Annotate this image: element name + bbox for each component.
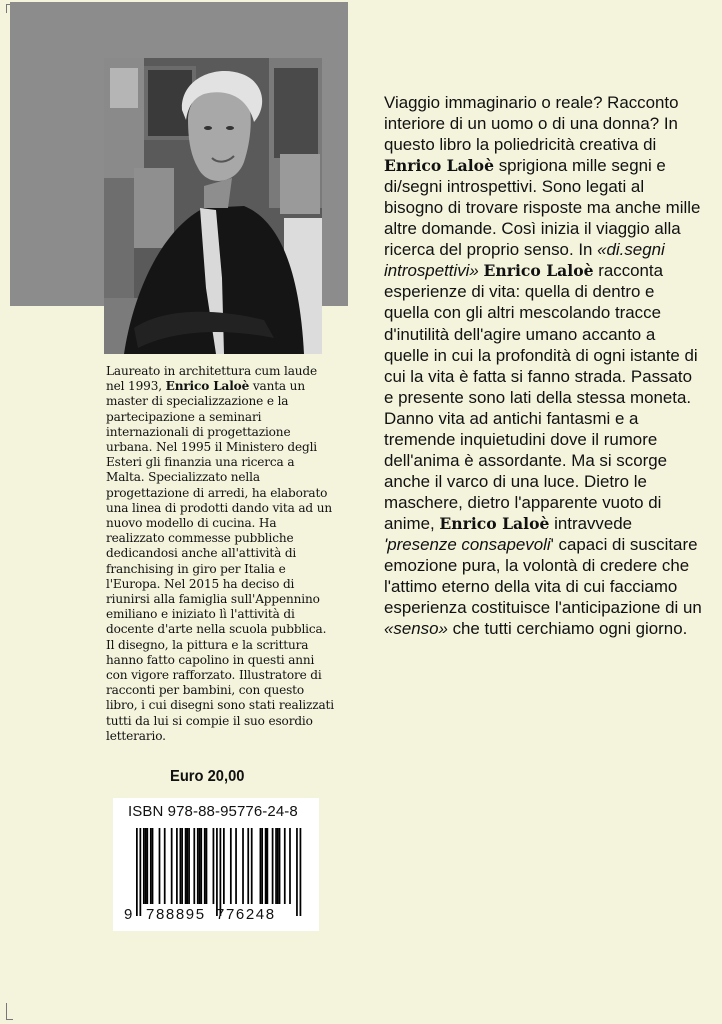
barcode-bar (181, 828, 183, 904)
barcode-digits-right: 776248 (216, 906, 276, 923)
barcode-bar (265, 828, 267, 904)
barcode-bar (277, 828, 279, 904)
barcode-bar (206, 828, 208, 904)
blurb-text-1: Viaggio immaginario o reale? Racconto interiore di un uomo o di una donna? In questo libro la poliedricità creativa di (384, 93, 679, 155)
barcode-bar (150, 828, 152, 904)
book-blurb (384, 92, 704, 639)
barcode-bar (216, 828, 218, 916)
blurb-author-name-2: Enrico Laloè (483, 261, 594, 281)
barcode-bar (213, 828, 215, 904)
barcode-bar (146, 828, 148, 904)
barcode-bar (279, 828, 281, 904)
barcode-bar (235, 828, 237, 904)
author-name: Enrico Laloè (165, 379, 250, 394)
barcode-bar (197, 828, 199, 904)
barcode-bar (185, 828, 187, 904)
barcode-bar (199, 828, 201, 904)
blurb-text-4: intravvede (549, 513, 633, 533)
barcode-bar (223, 828, 225, 904)
isbn-label: ISBN 978-88-95776-24-8 (128, 803, 298, 820)
barcode-bar (152, 828, 154, 904)
barcode-bar (171, 828, 173, 904)
blurb-senso: «senso» (384, 619, 448, 639)
barcode-digit-first: 9 (124, 906, 133, 923)
barcode-bar (267, 828, 269, 904)
barcode-bar (176, 828, 178, 904)
barcode-bar (139, 828, 141, 916)
barcode-digits-left: 788895 (146, 906, 206, 923)
barcode-bar (200, 828, 202, 904)
barcode-bar (220, 828, 222, 916)
bio-text-start: Laureato in architettura cum laude nel 1993, (106, 364, 317, 394)
barcode-bar (272, 828, 274, 904)
barcode-bar (143, 828, 145, 904)
blurb-quote: 'presenze consapevoli (384, 534, 551, 554)
barcode-bar (136, 828, 138, 916)
barcode-bar (186, 828, 188, 904)
barcode-bar (296, 828, 298, 916)
blurb-author-name-3: Enrico Laloè (439, 513, 550, 533)
barcode-bar (251, 828, 253, 904)
barcode-bar (247, 828, 249, 904)
book-title: «di.segni introspettivi» (384, 240, 665, 281)
barcode-bar (159, 828, 161, 904)
barcode-bar (242, 828, 244, 904)
barcode-bar (260, 828, 262, 904)
barcode-bar (180, 828, 182, 904)
barcode-bar (164, 828, 166, 904)
barcode-bar (275, 828, 277, 904)
barcode-bar (204, 828, 206, 904)
blurb-author-name-1: Enrico Laloè (384, 156, 495, 176)
author-photo (104, 58, 322, 354)
author-biography (106, 364, 336, 744)
blurb-text-5: ' capaci di suscitare emozione pura, la volontà di credere che l'attimo eterno della vita di cui facciamo esperienza costituisce l'anticipazione di un (384, 534, 702, 618)
barcode-bar (230, 828, 232, 904)
blurb-text-6: che tutti cerchiamo ogni giorno. (447, 619, 688, 639)
barcode (124, 828, 310, 918)
price-label: Euro 20,00 (170, 768, 245, 785)
bio-text-rest: vanta un master di specializzazione e la partecipazione a seminari internazionali di progettazione urbana. Nel 1995 il Ministero degli Esteri gli finanzia una ricerca a Malta. Specializzato nella progettazione di arredi, ha elaborato una linea di prodotti dando vita ad un nuovo modello di cucina. Ha realizzato commesse pubbliche dedicandosi anche all'attività di franchising in giro per Italia e l'Europa. Nel 2015 ha deciso di riunirsi alla famiglia sull'Appennino emiliano e iniziato lì l'attività di docente d'arte nella scuola pubblica. Il disegno, la pittura e la scrittura hanno fatto capolino in questi anni con vigore rafforzato. Illustratore di racconti per bambini, con questo libro, i cui disegni sono stati realizzati tutti da lui si compie il suo esordio letterario. (106, 379, 334, 743)
barcode-bar (188, 828, 190, 904)
barcode-bar (193, 828, 195, 904)
blurb-text-2: sprigiona mille segni e di/segni introspettivi. Sono legati al bisogno di trovare risposte ma anche mille altre domande. Così inizia il viaggio alla ricerca del proprio senso. In (384, 156, 701, 260)
barcode-bar (261, 828, 263, 904)
barcode-bar (145, 828, 147, 904)
barcode-bar (289, 828, 291, 904)
crop-mark-bottom-left (6, 1003, 13, 1020)
barcode-bar (300, 828, 302, 916)
barcode-bar (284, 828, 286, 904)
blurb-text-3: racconta esperienze di vita: quella di dentro e quella con gli altri mescolando tracce d'inutilità dell'agire umano accanto a quelle in cui la profondità di ogni istante di cui la vita è fatta si fanno strada. Passato e presente sono lati della stessa moneta. Danno vita ad antichi fantasmi e a tremende inquietudini dove il rumore dell'anima è assordante. Ma si scorge anche il varco di una luce. Dietro le maschere, dietro l'apparente vuoto di anime, (384, 261, 698, 533)
